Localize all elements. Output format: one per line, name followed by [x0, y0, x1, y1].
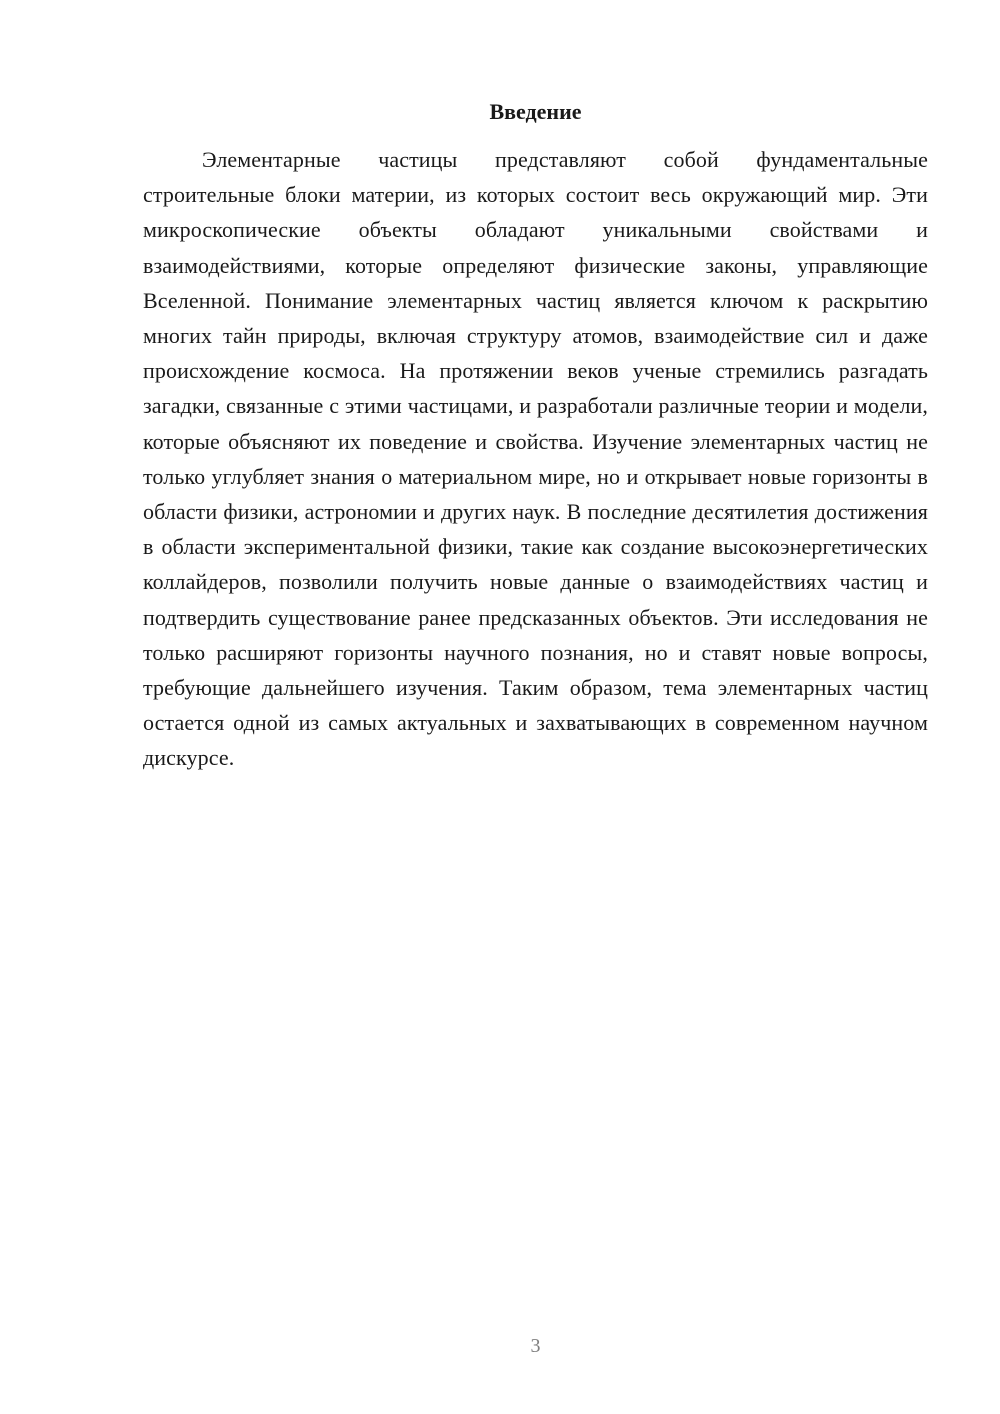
page-number: 3 — [530, 1335, 541, 1357]
body-paragraph: Элементарные частицы представляют собой фундаментальные строительные блоки материи, из которых состоит весь окружающий мир. Эти микроскопические объекты обладают уникальными свойствами и взаимодействиями, которые определяют физические законы, управляющие Вселенной. Понимание элементарных частиц является ключом к раскрытию многих тайн природы, включая структуру атомов, взаимодействие сил и даже происхождение космоса. На протяжении веков ученые стремились разгадать загадки, связанные с этими частицами, и разработали различные теории и модели, которые объясняют их поведение и свойства. Изучение элементарных частиц не только углубляет знания о материальном мире, но и открывает новые горизонты в области физики, астрономии и других наук. В последние десятилетия достижения в области экспериментальной физики, такие как создание высокоэнергетических коллайдеров, позволили получить новые данные о взаимодействиях частиц и подтвердить существование ранее предсказанных объектов. Эти исследования не только расширяют горизонты научного познания, но и ставят новые вопросы, требующие дальнейшего изучения. Таким образом, тема элементарных частиц остается одной из самых актуальных и захватывающих в современном научном дискурсе. — [143, 147, 928, 771]
section-heading: Введение — [489, 99, 582, 124]
